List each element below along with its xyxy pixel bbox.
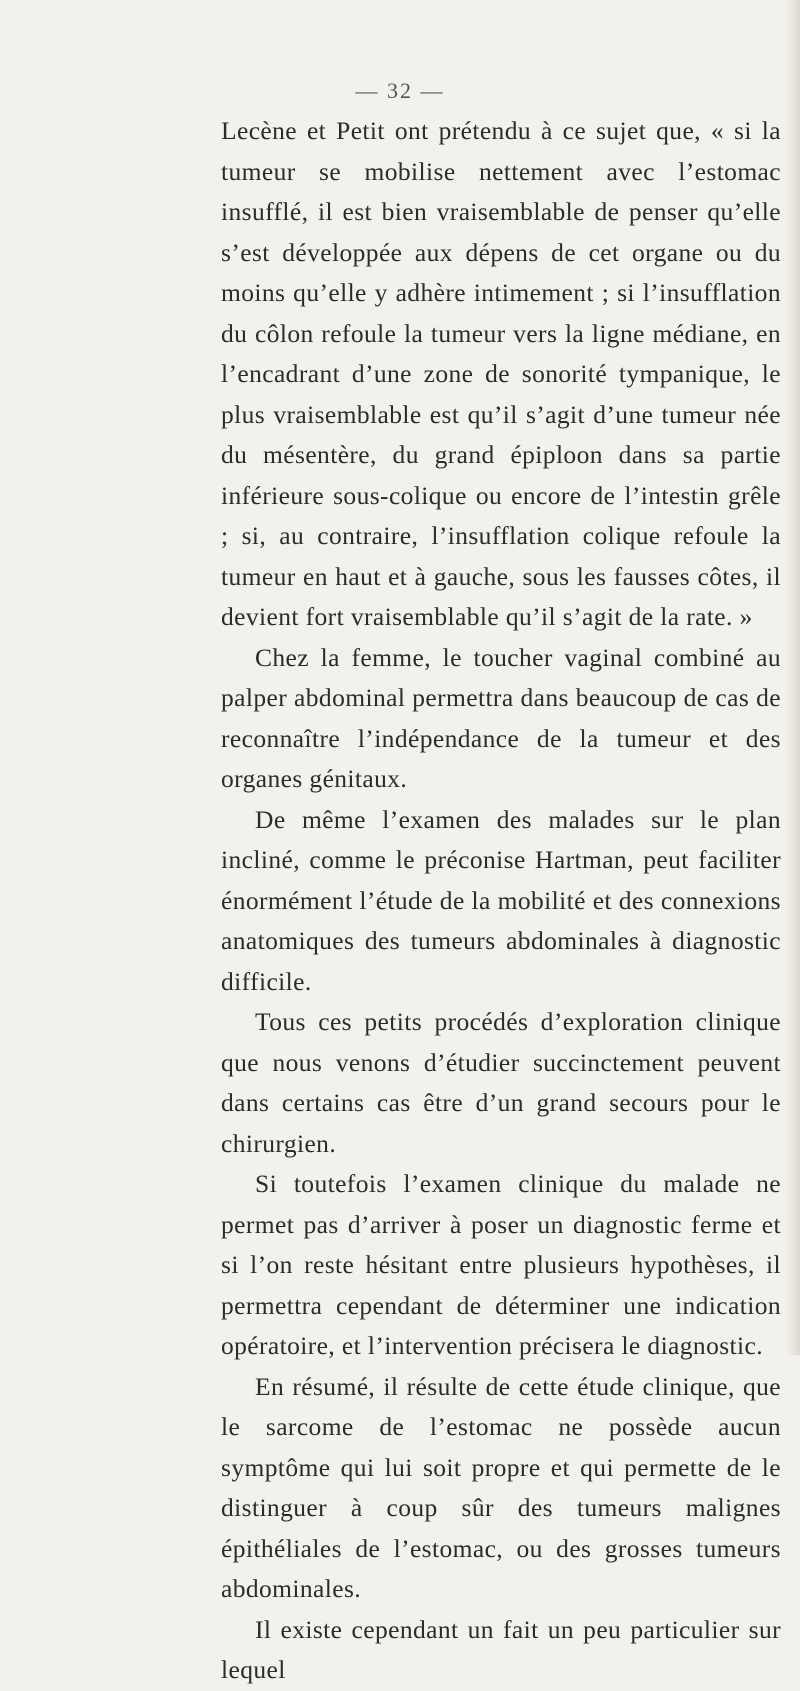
paragraph: Lecène et Petit ont prétendu à ce sujet que, « si la tumeur se mobilise nettement avec l’estomac insufflé, il est bien vraisemblable de penser qu’elle s’est développée aux dépens de cet organe ou du moins qu’elle y adhère intimement ; si l’insufflation du côlon refoule la tumeur vers la ligne médiane, en l’encadrant d’une zone de sonorité tympanique, le plus vraisemblable est qu’il s’agit d’une tumeur née du mésentère, du grand épiploon dans sa partie inférieure sous-colique ou encore de l’intestin grêle ; si, au contraire, l’insufflation colique refoule la tumeur en haut et à gauche, sous les fausses côtes, il devient fort vraisemblable qu’il s’agit de la rate. » (221, 116, 781, 631)
paragraph: Tous ces petits procédés d’exploration clinique que nous venons d’étudier succinctement peuvent dans certains cas être d’un grand secours pour le chirurgien. (221, 1007, 781, 1158)
paragraph: Si toutefois l’examen clinique du malade ne permet pas d’arriver à poser un diagnostic ferme et si l’on reste hésitant entre plusieurs hypothèses, il permettra cependant de déterminer une indication opératoire, et l’intervention précisera le diagnostic. (221, 1169, 781, 1360)
paragraph: Chez la femme, le toucher vaginal combiné au palper abdominal permettra dans beaucoup de cas de reconnaître l’indépendance de la tumeur et des organes génitaux. (221, 642, 781, 793)
page-edge-shadow (786, 0, 800, 1355)
body-text (221, 111, 781, 1691)
paragraph: De même l’examen des malades sur le plan incliné, comme le préconise Hartman, peut faciliter énormément l’étude de la mobilité et des connexions anatomiques des tumeurs abdominales à diagnostic difficile. (221, 804, 781, 996)
paragraph: Il existe cependant un fait un peu particulier sur lequel (221, 1614, 781, 1684)
page-number: — 32 — (355, 78, 445, 103)
paragraph: En résumé, il résulte de cette étude clinique, que le sarcome de l’estomac ne possède aucun symptôme qui lui soit propre et qui permette de le distinguer à coup sûr des tumeurs malignes épithéliales de l’estomac, ou des grosses tumeurs abdominales. (221, 1371, 781, 1603)
